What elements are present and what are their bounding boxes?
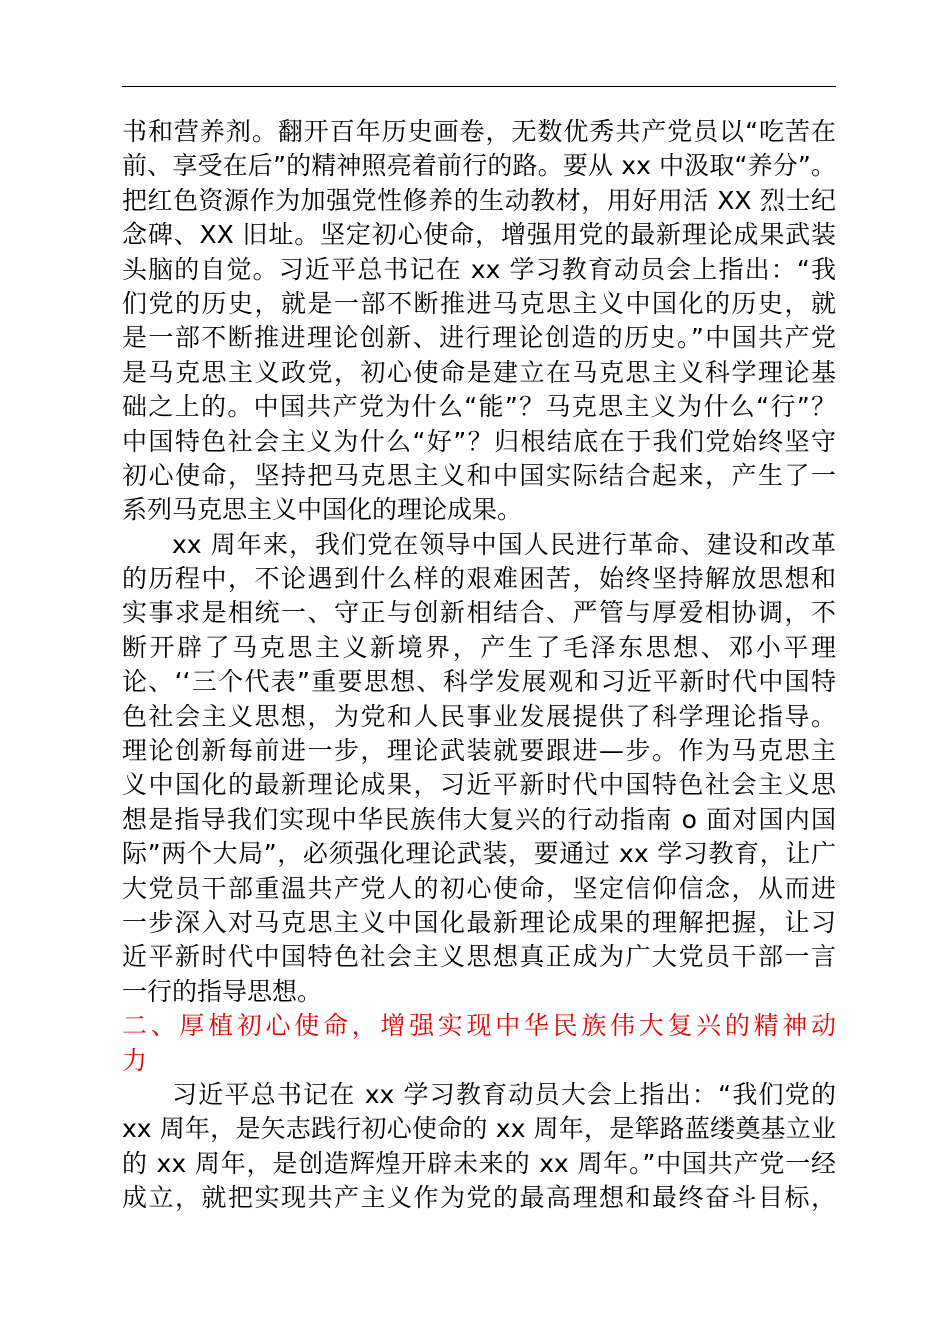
text-line: 成立，就把实现共产主义作为党的最高理想和最终奋斗目标，	[122, 1183, 836, 1213]
text-line: 一行的指导思想。	[122, 976, 323, 1006]
text-line: 头脑的自觉。习近平总书记在 xx 学习教育动员会上指出：“我	[122, 254, 836, 284]
text-line: 实事求是相统一、守正与创新相结合、严管与厚爱相协调，不	[122, 598, 836, 628]
text-line: 断开辟了马克思主义新境界，产生了毛泽东思想、邓小平理	[122, 632, 836, 662]
text-line: 义中国化的最新理论成果，习近平新时代中国特色社会主义思	[122, 770, 836, 800]
text-line: 的 xx 周年，是创造辉煌开辟未来的 xx 周年。”中国共产党一经	[122, 1148, 836, 1178]
text-line: 把红色资源作为加强党性修养的生动教材，用好用活 XX 烈士纪	[122, 185, 836, 215]
text-line: 们党的历史，就是一部不断推进马克思主义中国化的历史，就	[122, 288, 836, 318]
text-line: xx 周年，是矢志践行初心使命的 xx 周年，是筚路蓝缕奠基立业	[122, 1114, 836, 1144]
text-line: 一步深入对马克思主义中国化最新理论成果的理解把握，让习	[122, 907, 836, 937]
text-line: 念碑、XX 旧址。坚定初心使命，增强用党的最新理论成果武装	[122, 220, 836, 250]
text-line: 础之上的。中国共产党为什么“能”？马克思主义为什么“行”？	[122, 392, 836, 422]
text-line: 初心使命，坚持把马克思主义和中国实际结合起来，产生了一	[122, 460, 836, 490]
section-heading-line: 力	[122, 1045, 148, 1075]
text-line: 前、享受在后”的精神照亮着前行的路。要从 xx 中汲取“养分”。	[122, 151, 836, 181]
text-line: 论、‘‘三个代表”重要思想、科学发展观和习近平新时代中国特	[122, 667, 836, 697]
header-rule	[122, 86, 836, 87]
text-line: 系列马克思主义中国化的理论成果。	[122, 495, 523, 525]
section-heading-line: 二、厚植初心使命，增强实现中华民族伟大复兴的精神动	[122, 1011, 836, 1041]
text-line: 理论创新每前进一步，理论武装就要跟进—步。作为马克思主	[122, 736, 836, 766]
text-line: xx 周年来，我们党在领导中国人民进行革命、建设和改革	[172, 529, 836, 559]
text-line: 书和营养剂。翻开百年历史画卷，无数优秀共产党员以“吃苦在	[122, 117, 836, 146]
text-line: 是一部不断推进理论创新、进行理论创造的历史。”中国共产党	[122, 323, 836, 353]
text-line: 想是指导我们实现中华民族伟大复兴的行动指南 o 面对国内国	[122, 804, 836, 834]
text-line: 的历程中，不论遇到什么样的艰难困苦，始终坚持解放思想和	[122, 564, 836, 594]
text-line: 大党员干部重温共产党人的初心使命，坚定信仰信念，从而进	[122, 873, 836, 903]
text-line: 是马克思主义政党，初心使命是建立在马克思主义科学理论基	[122, 357, 836, 387]
text-line: 色社会主义思想，为党和人民事业发展提供了科学理论指导。	[122, 701, 836, 731]
body-text	[122, 115, 836, 1216]
text-line: 近平新时代中国特色社会主义思想真正成为广大党员干部一言	[122, 942, 836, 972]
text-line: 中国特色社会主义为什么“好”？归根结底在于我们党始终坚守	[122, 426, 836, 456]
text-line: 际”两个大局”，必须强化理论武装，要通过 xx 学习教育，让广	[122, 839, 836, 869]
text-line: 习近平总书记在 xx 学习教育动员大会上指出：“我们党的	[172, 1079, 836, 1109]
